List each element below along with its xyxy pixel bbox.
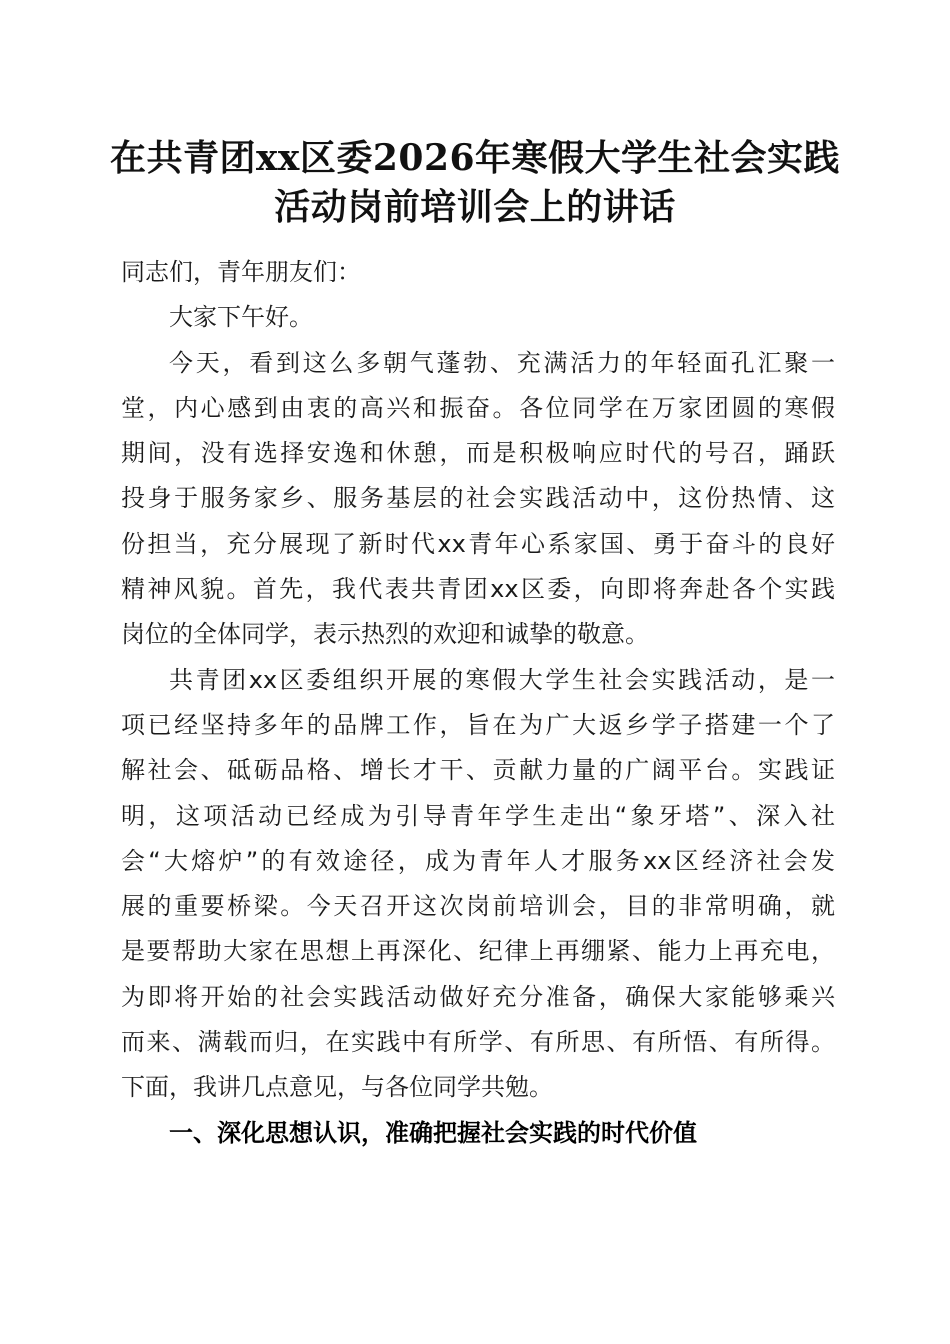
paragraph-line: 项已经坚持多年的品牌工作，旨在为广大返乡学子搭建一个了 <box>121 710 835 739</box>
paragraph-line: 今天，看到这么多朝气蓬勃、充满活力的年轻面孔汇聚一 <box>169 348 835 377</box>
paragraph-line: 岗位的全体同学，表示热烈的欢迎和诚挚的敬意。 <box>121 620 649 649</box>
paragraph-line: 是要帮助大家在思想上再深化、纪律上再绷紧、能力上再充电， <box>121 937 835 966</box>
title-line: 在共青团xx区委2026年寒假大学生社会实践 <box>109 137 841 179</box>
salutation: 同志们，青年朋友们： <box>121 258 361 286</box>
paragraph-line: 堂，内心感到由衷的高兴和振奋。各位同学在万家团圆的寒假 <box>121 393 835 422</box>
paragraph-1 <box>121 341 835 658</box>
paragraph-line: 期间，没有选择安逸和休憩，而是积极响应时代的号召，踊跃 <box>121 439 835 468</box>
paragraph-line: 下面，我讲几点意见，与各位同学共勉。 <box>121 1073 553 1102</box>
paragraph-line: 精神风貌。首先，我代表共青团xx区委，向即将奔赴各个实践 <box>121 575 835 604</box>
document-body <box>121 250 835 1156</box>
paragraph-line: 为即将开始的社会实践活动做好充分准备，确保大家能够乘兴 <box>121 982 835 1011</box>
paragraph-line: 而来、满载而归，在实践中有所学、有所思、有所悟、有所得。 <box>121 1028 835 1057</box>
document-title <box>60 134 890 232</box>
paragraph-line: 解社会、砥砺品格、增长才干、贡献力量的广阔平台。实践证 <box>121 756 835 785</box>
paragraph-line: 份担当，充分展现了新时代xx青年心系家国、勇于奋斗的良好 <box>121 529 835 558</box>
paragraph-2 <box>121 658 835 1111</box>
section-heading: 一、深化思想认识，准确把握社会实践的时代价值 <box>169 1118 697 1147</box>
paragraph-line: 投身于服务家乡、服务基层的社会实践活动中，这份热情、这 <box>121 484 835 513</box>
title-line: 活动岗前培训会上的讲话 <box>274 186 676 228</box>
paragraph-line: 展的重要桥梁。今天召开这次岗前培训会，目的非常明确，就 <box>121 892 835 921</box>
paragraph-line: 共青团xx区委组织开展的寒假大学生社会实践活动，是一 <box>169 665 835 694</box>
paragraph-line: 会“大熔炉”的有效途径，成为青年人才服务xx区经济社会发 <box>121 846 835 875</box>
greeting: 大家下午好。 <box>169 303 313 332</box>
paragraph-line: 明，这项活动已经成为引导青年学生走出“象牙塔”、深入社 <box>121 801 835 830</box>
